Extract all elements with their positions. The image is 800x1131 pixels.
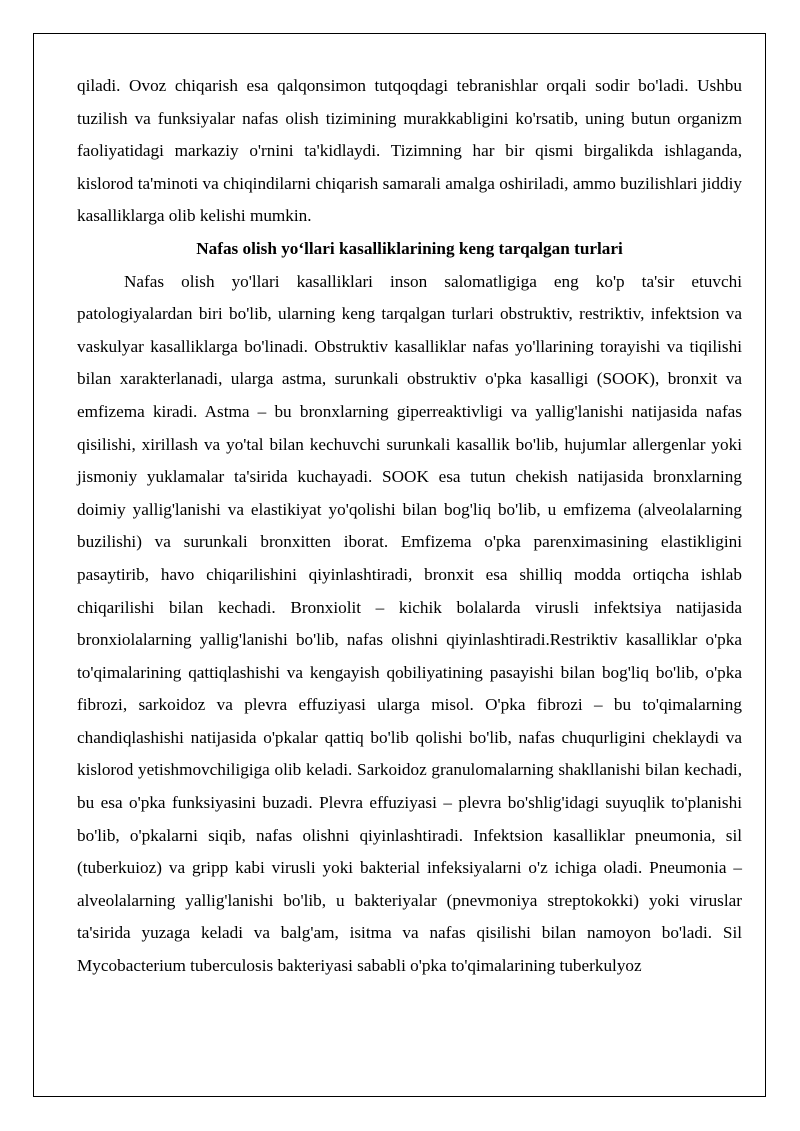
paragraph-2: Nafas olish yo'llari kasalliklari inson salomatligiga eng ko'p ta'sir etuvchi patologiyalardan biri bo'lib, ularning keng tarqalgan turlari obstruktiv, restriktiv, infektsion va vaskulyar kasalliklarga bo'linadi. Obstruktiv kasalliklar nafas yo'llarining torayishi va tiqilishi bilan xarakterlanadi, ularga astma, surunkali obstruktiv o'pka kasalligi (SOOK), bronxit va emfizema kiradi. Astma – bu bronxlarning giperreaktivligi va yallig'lanishi natijasida nafas qisilishi, xirillash va yo'tal bilan kechuvchi surunkali kasallik bo'lib, hujumlar allergenlar yoki jismoniy yuklamalar ta'sirida kuchayadi. SOOK esa tutun chekish natijasida bronxlarning doimiy yallig'lanishi va elastikiyat yo'qolishi bilan bog'liq bo'lib, u emfizema (alveolalarning buzilishi) va surunkali bronxitten iborat. Emfizema o'pka parenximasining elastikligini pasaytirib, havo chiqarilishini qiyinlashtiradi, bronxit esa shilliq modda ortiqcha ishlab chiqarilishi bilan kechadi. Bronxiolit – kichik bolalarda virusli infektsiya natijasida bronxiolalarning yallig'lanishi bo'lib, nafas olishni qiyinlashtiradi.Restriktiv kasalliklar o'pka to'qimalarining qattiqlashishi va kengayish qobiliyatining pasayishi bilan bog'liq bo'lib, o'pka fibrozi, sarkoidoz va plevra effuziyasi ularga misol. O'pka fibrozi – bu to'qimalarning chandiqlashishi natijasida o'pkalar qattiq bo'lib qolishi bo'lib, nafas chuqurligini cheklaydi va kislorod yetishmovchiligiga olib keladi. Sarkoidoz granulomalarning shakllanishi bilan kechadi, bu esa o'pka funksiyasini buzadi. Plevra effuziyasi – plevra bo'shlig'idagi suyuqlik to'planishi bo'lib, o'pkalarni siqib, nafas olishni qiyinlashtiradi. Infektsion kasalliklar pneumonia, sil (tuberkuioz) va gripp kabi virusli yoki bakterial infeksiyalarni o'z ichiga oladi. Pneumonia – alveolalarning yallig'lanishi bo'lib, u bakteriyalar (pnevmoniya streptokokki) yoki viruslar ta'sirida yuzaga keladi va balg'am, isitma va nafas qisilishi bilan namoyon bo'ladi. Sil Mycobacterium tuberculosis bakteriyasi sababli o'pka to'qimalarining tuberkulyoz: [77, 271, 742, 976]
paragraph-1: qiladi. Ovoz chiqarish esa qalqonsimon tutqoqdagi tebranishlar orqali sodir bo'ladi. Ushbu tuzilish va funksiyalar nafas olish tizimining murakkabligini ko'rsatib, uning butun organizm faoliyatidagi markaziy o'rnini ta'kidlaydi. Tizimning har bir qismi birgalikda ishlaganda, kislorod ta'minoti va chiqindilarni chiqarish samarali amalga oshiriladi, ammo buzilishlari jiddiy kasalliklarga olib kelishi mumkin.: [77, 76, 742, 226]
document-body: [77, 70, 742, 983]
section-heading: Nafas olish yo‘llari kasalliklarining keng tarqalgan turlari: [196, 238, 623, 258]
